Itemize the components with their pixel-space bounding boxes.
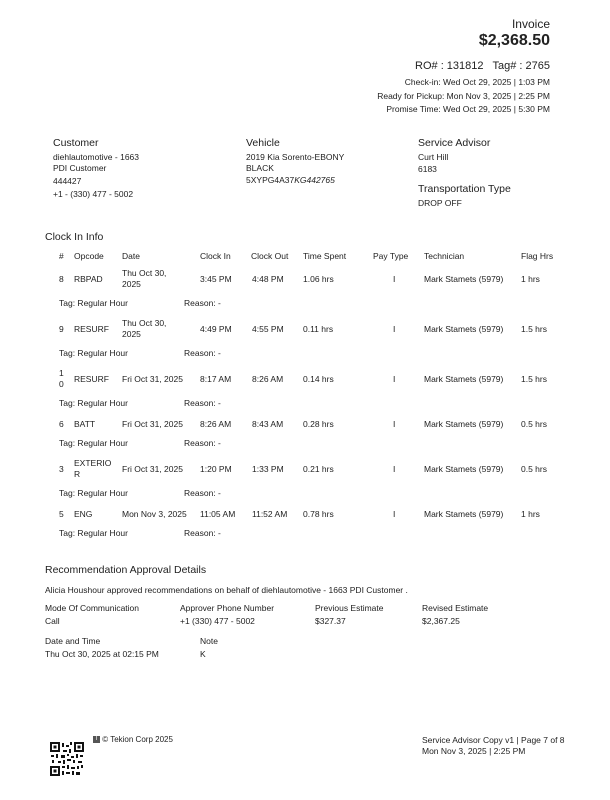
customer-subname: PDI Customer <box>53 163 107 173</box>
row-opcode: EXTERIO R <box>74 458 112 479</box>
row-reason: Reason: - <box>184 488 221 498</box>
row-date: Thu Oct 30, 2025 <box>122 318 167 339</box>
row-number: 9 <box>59 324 64 334</box>
row-pay-type: I <box>393 274 396 284</box>
checkin-time: Check-in: Wed Oct 29, 2025 | 1:03 PM <box>404 77 550 87</box>
col-header-paytype: Pay Type <box>373 251 409 261</box>
note-value: K <box>200 649 206 659</box>
col-header-date: Date <box>122 251 140 261</box>
copy-info: Service Advisor Copy v1 | Page 7 of 8 <box>422 735 565 745</box>
row-opcode: BATT <box>74 419 96 429</box>
note-label: Note <box>200 636 218 646</box>
row-number: 1 0 <box>59 368 64 389</box>
row-reason: Reason: - <box>184 348 221 358</box>
advisor-name: Curt Hill <box>418 152 449 162</box>
mode-value: Call <box>45 616 60 626</box>
col-header-clockout: Clock Out <box>251 251 289 261</box>
col-header-flaghrs: Flag Hrs <box>521 251 554 261</box>
row-opcode: RBPAD <box>74 274 103 284</box>
row-tag: Tag: Regular Hour <box>59 298 128 308</box>
row-date: Thu Oct 30, 2025 <box>122 268 167 289</box>
row-clock-out: 11:52 AM <box>252 509 288 519</box>
row-pay-type: I <box>393 419 396 429</box>
row-pay-type: I <box>393 464 396 474</box>
tag-number: Tag# : 2765 <box>492 60 550 72</box>
row-date: Fri Oct 31, 2025 <box>122 464 183 474</box>
col-header-num: # <box>59 251 64 261</box>
row-clock-out: 4:55 PM <box>252 324 284 334</box>
row-number: 3 <box>59 464 64 474</box>
clock-title: Clock In Info <box>45 231 104 243</box>
row-technician: Mark Stamets (5979) <box>424 274 504 284</box>
recommendation-title: Recommendation Approval Details <box>45 564 207 576</box>
copyright-text: © Tekion Corp 2025 <box>102 735 173 744</box>
revised-estimate-value: $2,367.25 <box>422 616 460 626</box>
row-flag-hrs: 0.5 hrs <box>521 419 547 429</box>
col-header-clockin: Clock In <box>200 251 231 261</box>
vehicle-color: BLACK <box>246 163 274 173</box>
row-reason: Reason: - <box>184 438 221 448</box>
row-clock-out: 8:26 AM <box>252 374 284 384</box>
row-opcode: RESURF <box>74 374 109 384</box>
row-clock-out: 1:33 PM <box>252 464 284 474</box>
advisor-id: 6183 <box>418 164 437 174</box>
row-flag-hrs: 1.5 hrs <box>521 374 547 384</box>
advisor-label: Service Advisor <box>418 137 491 149</box>
row-date: Fri Oct 31, 2025 <box>122 419 183 429</box>
vin-prefix: 5XYPG4A37 <box>246 175 295 185</box>
qr-code <box>50 742 84 781</box>
row-flag-hrs: 1.5 hrs <box>521 324 547 334</box>
approver-phone-value: +1 (330) 477 - 5002 <box>180 616 255 626</box>
row-date: Mon Nov 3, 2025 <box>122 509 187 519</box>
ready-time: Ready for Pickup: Mon Nov 3, 2025 | 2:25 PM <box>377 91 550 101</box>
ro-tag-line <box>415 60 550 72</box>
row-clock-out: 4:48 PM <box>252 274 284 284</box>
footer-timestamp: Mon Nov 3, 2025 | 2:25 PM <box>422 746 526 756</box>
vehicle-model: 2019 Kia Sorento-EBONY <box>246 152 345 162</box>
customer-label: Customer <box>53 137 99 149</box>
row-reason: Reason: - <box>184 528 221 538</box>
invoice-title: Invoice <box>511 17 550 31</box>
row-technician: Mark Stamets (5979) <box>424 374 504 384</box>
row-clock-in: 1:20 PM <box>200 464 232 474</box>
row-flag-hrs: 1 hrs <box>521 509 540 519</box>
vehicle-vin <box>246 175 335 185</box>
recommendation-statement: Alicia Houshour approved recommendations on behalf of diehlautomotive - 1663 PDI Customer . <box>45 585 408 595</box>
row-pay-type: I <box>393 374 396 384</box>
invoice-amount: $2,368.50 <box>478 32 550 49</box>
col-header-timespent: Time Spent <box>303 251 347 261</box>
row-flag-hrs: 1 hrs <box>521 274 540 284</box>
approver-phone-label: Approver Phone Number <box>180 603 275 613</box>
row-technician: Mark Stamets (5979) <box>424 509 504 519</box>
qr-code-icon <box>50 742 84 776</box>
date-time-label: Date and Time <box>45 636 101 646</box>
row-tag: Tag: Regular Hour <box>59 438 128 448</box>
row-time-spent: 0.14 hrs <box>303 374 334 384</box>
vin-suffix: KG442765 <box>294 175 335 185</box>
row-time-spent: 0.28 hrs <box>303 419 334 429</box>
row-tag: Tag: Regular Hour <box>59 488 128 498</box>
row-time-spent: 1.06 hrs <box>303 274 334 284</box>
promise-time: Promise Time: Wed Oct 29, 2025 | 5:30 PM <box>386 104 550 114</box>
row-number: 6 <box>59 419 64 429</box>
col-header-opcode: Opcode <box>74 251 104 261</box>
previous-estimate-value: $327.37 <box>315 616 346 626</box>
customer-phone: +1 - (330) 477 - 5002 <box>53 189 134 199</box>
row-pay-type: I <box>393 509 396 519</box>
row-technician: Mark Stamets (5979) <box>424 324 504 334</box>
row-date: Fri Oct 31, 2025 <box>122 374 183 384</box>
row-clock-in: 8:17 AM <box>200 374 232 384</box>
row-reason: Reason: - <box>184 298 221 308</box>
customer-id: 444427 <box>53 176 82 186</box>
row-opcode: ENG <box>74 509 93 519</box>
date-time-value: Thu Oct 30, 2025 at 02:15 PM <box>45 649 159 659</box>
tekion-logo-icon: T <box>94 736 99 743</box>
row-tag: Tag: Regular Hour <box>59 528 128 538</box>
row-number: 8 <box>59 274 64 284</box>
row-tag: Tag: Regular Hour <box>59 398 128 408</box>
mode-label: Mode Of Communication <box>45 603 140 613</box>
row-flag-hrs: 0.5 hrs <box>521 464 547 474</box>
row-technician: Mark Stamets (5979) <box>424 419 504 429</box>
copyright-line <box>93 735 173 744</box>
row-opcode: RESURF <box>74 324 109 334</box>
revised-estimate-label: Revised Estimate <box>422 603 489 613</box>
row-time-spent: 0.21 hrs <box>303 464 334 474</box>
row-clock-in: 3:45 PM <box>200 274 232 284</box>
customer-name: diehlautomotive - 1663 <box>53 152 140 162</box>
col-header-technician: Technician <box>424 251 465 261</box>
row-number: 5 <box>59 509 64 519</box>
row-time-spent: 0.78 hrs <box>303 509 334 519</box>
transport-label: Transportation Type <box>418 183 511 195</box>
row-clock-out: 8:43 AM <box>252 419 284 429</box>
row-reason: Reason: - <box>184 398 221 408</box>
row-technician: Mark Stamets (5979) <box>424 464 504 474</box>
vehicle-label: Vehicle <box>246 137 280 149</box>
previous-estimate-label: Previous Estimate <box>315 603 384 613</box>
transport-value: DROP OFF <box>418 198 462 208</box>
row-pay-type: I <box>393 324 396 334</box>
row-clock-in: 11:05 AM <box>200 509 236 519</box>
row-tag: Tag: Regular Hour <box>59 348 128 358</box>
ro-number: RO# : 131812 <box>415 60 484 72</box>
row-time-spent: 0.11 hrs <box>303 324 334 334</box>
row-clock-in: 8:26 AM <box>200 419 232 429</box>
row-clock-in: 4:49 PM <box>200 324 232 334</box>
